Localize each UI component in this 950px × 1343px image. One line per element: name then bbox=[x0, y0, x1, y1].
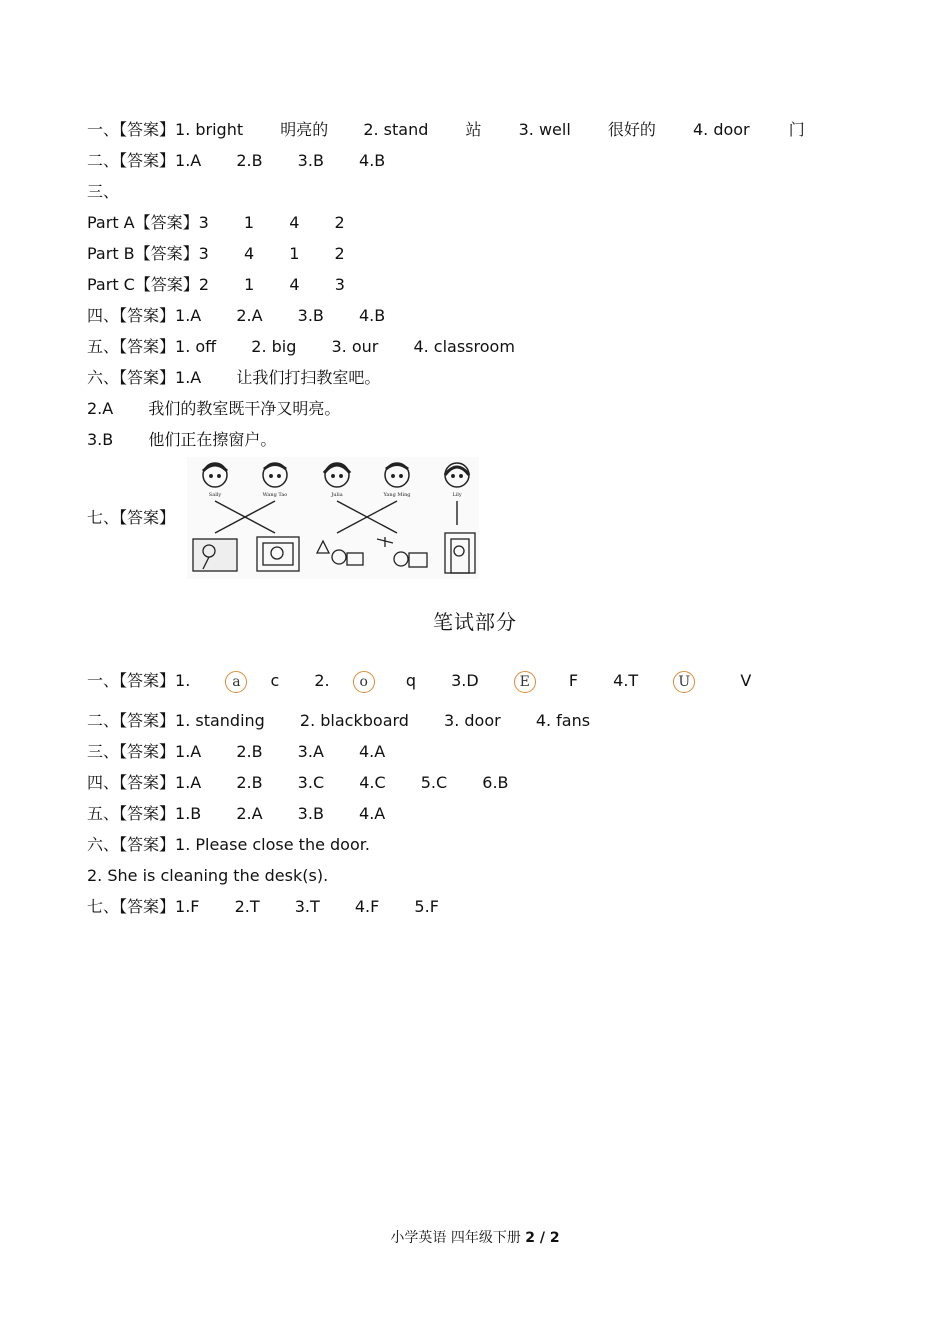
answer-item: 4.T bbox=[613, 671, 639, 690]
section-label: 一、【答案】 bbox=[87, 120, 176, 139]
answer-line-written-4 bbox=[87, 773, 509, 793]
answer-item: 3.B bbox=[87, 430, 114, 449]
answer-item: 3 bbox=[198, 244, 209, 263]
answer-item: 站 bbox=[465, 120, 482, 139]
answer-line-part-b bbox=[87, 244, 345, 264]
answer-line-listening-7 bbox=[87, 508, 175, 528]
section-label: Part A【答案】 bbox=[87, 213, 199, 232]
answer-item: 4.C bbox=[359, 773, 386, 792]
answer-line-written-3 bbox=[87, 742, 385, 762]
answer-item: 1.A bbox=[175, 773, 202, 792]
answer-item: 2.B bbox=[236, 773, 263, 792]
answer-item: 1.A bbox=[175, 306, 202, 325]
answer-item: 门 bbox=[788, 120, 805, 139]
section-label: 一、【答案】 bbox=[87, 671, 176, 690]
section-label: 四、【答案】 bbox=[87, 773, 176, 792]
answer-line-written-6 bbox=[87, 835, 370, 855]
answer-item: 2 bbox=[334, 213, 345, 232]
answer-line-written-5 bbox=[87, 804, 385, 824]
answer-item: 2.T bbox=[234, 897, 260, 916]
answer-line-written-7 bbox=[87, 897, 439, 917]
answer-line-listening-3 bbox=[87, 182, 119, 202]
answer-item: c bbox=[270, 671, 280, 690]
answer-item: 很好的 bbox=[607, 120, 656, 139]
section-label: 七、【答案】 bbox=[87, 897, 176, 916]
answer-item: 1 bbox=[244, 275, 255, 294]
section-title: 笔试部分 bbox=[433, 610, 517, 634]
answer-item: 3 bbox=[334, 275, 345, 294]
answer-item: 1.F bbox=[175, 897, 200, 916]
answer-item: 3 bbox=[198, 213, 209, 232]
answer-item: 1.A bbox=[175, 742, 202, 761]
answer-item: 2. blackboard bbox=[299, 711, 409, 730]
name-label: Yang Ming bbox=[383, 492, 411, 498]
answer-item: 1.A bbox=[175, 368, 202, 387]
answer-item: 4. classroom bbox=[413, 337, 515, 356]
answer-item: 2.A bbox=[87, 399, 114, 418]
answer-line-listening-6 bbox=[87, 368, 380, 388]
answer-line-part-c bbox=[87, 275, 345, 295]
section-label: 四、【答案】 bbox=[87, 306, 176, 325]
section-label: Part B【答案】 bbox=[87, 244, 199, 263]
answer-item: 3.A bbox=[297, 742, 324, 761]
section-label: 三、 bbox=[87, 182, 120, 201]
answer-line-listening-1 bbox=[87, 120, 805, 140]
answer-item: 3. door bbox=[444, 711, 501, 730]
answer-line-written-1 bbox=[87, 670, 751, 693]
matching-figure bbox=[187, 457, 479, 579]
answer-item: 3.B bbox=[297, 804, 324, 823]
answer-line-listening-2 bbox=[87, 151, 385, 171]
answer-item: 4. fans bbox=[535, 711, 591, 730]
answer-item: 2.A bbox=[236, 804, 263, 823]
answer-item: 4.B bbox=[358, 306, 386, 325]
circled-letter: E bbox=[514, 671, 536, 693]
answer-line-written-2 bbox=[87, 711, 590, 731]
answer-item: F bbox=[568, 671, 579, 690]
section-label: 二、【答案】 bbox=[87, 151, 176, 170]
section-label: 七、【答案】 bbox=[87, 508, 176, 527]
answer-line-listening-6-2 bbox=[87, 399, 340, 419]
answer-item: 1 bbox=[289, 244, 300, 263]
answer-item: 4.B bbox=[359, 151, 386, 170]
answer-item: 1. standing bbox=[175, 711, 265, 730]
answer-item: 4.F bbox=[354, 897, 380, 916]
answer-item: 4. door bbox=[692, 120, 750, 139]
answer-item: 明亮的 bbox=[280, 120, 329, 139]
answer-item: V bbox=[740, 671, 752, 690]
page-footer bbox=[0, 1227, 950, 1247]
answer-item: 2. She is cleaning the desk(s). bbox=[87, 866, 329, 885]
answer-translation: 让我们打扫教室吧。 bbox=[236, 368, 381, 387]
section-label: 六、【答案】 bbox=[87, 835, 176, 854]
answer-item: 5.C bbox=[420, 773, 448, 792]
answer-item: 1. off bbox=[175, 337, 217, 356]
section-label: Part C【答案】 bbox=[87, 275, 199, 294]
answer-item: 2.A bbox=[236, 306, 263, 325]
circled-letter: a bbox=[225, 671, 247, 693]
answer-line-listening-4 bbox=[87, 306, 385, 326]
answer-item: 1.B bbox=[175, 804, 202, 823]
circled-letter: o bbox=[353, 671, 375, 693]
answer-item: 2. stand bbox=[363, 120, 429, 139]
answer-item: 1. Please close the door. bbox=[175, 835, 370, 854]
answer-item: q bbox=[405, 671, 416, 690]
answer-item: 2 bbox=[334, 244, 345, 263]
answer-item: 2. bbox=[314, 671, 330, 690]
answer-item: 2.B bbox=[236, 742, 263, 761]
section-label: 五、【答案】 bbox=[87, 337, 176, 356]
answer-line-listening-5 bbox=[87, 337, 515, 357]
answer-item: 1.A bbox=[175, 151, 202, 170]
page-number: 2 / 2 bbox=[525, 1230, 560, 1246]
answer-item: 4.A bbox=[358, 742, 386, 761]
section-label: 六、【答案】 bbox=[87, 368, 176, 387]
answer-item: 4 bbox=[289, 275, 300, 294]
name-label: Julia bbox=[331, 492, 343, 498]
answer-line-written-6-2 bbox=[87, 866, 328, 886]
answer-item: 3.B bbox=[297, 306, 324, 325]
answer-item: 1 bbox=[243, 213, 255, 232]
footer-text: 小学英语 四年级下册 bbox=[390, 1230, 521, 1246]
answer-item: 3.B bbox=[297, 151, 324, 170]
answer-item: 4 bbox=[289, 213, 300, 232]
answer-item: 3.C bbox=[297, 773, 325, 792]
answer-item: 3.T bbox=[294, 897, 320, 916]
answer-translation: 他们正在擦窗户。 bbox=[148, 430, 277, 449]
name-label: Wang Tao bbox=[262, 492, 288, 498]
answer-item: 2. big bbox=[251, 337, 297, 356]
answer-item: 2.B bbox=[236, 151, 263, 170]
section-label: 二、【答案】 bbox=[87, 711, 176, 730]
circled-letter: U bbox=[673, 671, 695, 693]
answer-item: 3. our bbox=[331, 337, 379, 356]
name-label: Lily bbox=[452, 492, 462, 498]
answer-line-listening-6-3 bbox=[87, 430, 276, 450]
activity-sweeping-icon bbox=[193, 539, 237, 571]
answer-item: 1. bright bbox=[175, 120, 244, 139]
answer-line-part-a bbox=[87, 213, 345, 233]
answer-item: 4.A bbox=[359, 804, 386, 823]
section-label: 三、【答案】 bbox=[87, 742, 176, 761]
answer-translation: 我们的教室既干净又明亮。 bbox=[148, 399, 341, 418]
answer-item: 5.F bbox=[414, 897, 439, 916]
answer-item: 4 bbox=[243, 244, 255, 263]
answer-item: 6.B bbox=[482, 773, 509, 792]
answer-item: 1. bbox=[175, 671, 191, 690]
answer-item: 2 bbox=[198, 275, 210, 294]
answer-item: 3. well bbox=[518, 120, 571, 139]
answer-item: 3.D bbox=[451, 671, 479, 690]
section-label: 五、【答案】 bbox=[87, 804, 176, 823]
name-label: Sally bbox=[208, 492, 222, 498]
